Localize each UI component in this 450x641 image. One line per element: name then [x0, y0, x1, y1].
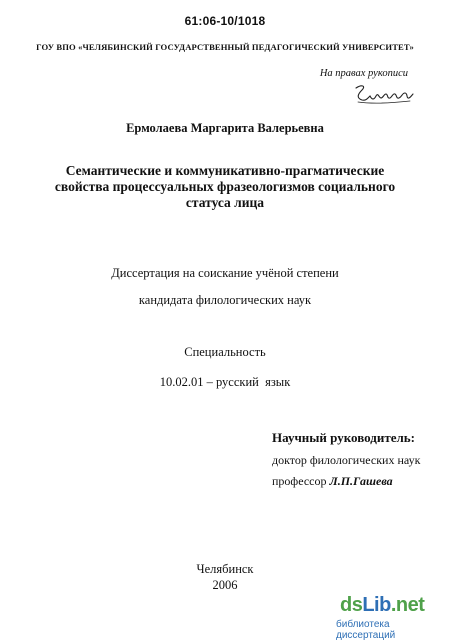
title-line: Семантические и коммуникативно-прагматические	[65, 163, 385, 178]
degree-line-2: кандидата филологических наук	[138, 293, 312, 307]
supervisor-degree: доктор филологических наук	[272, 453, 421, 467]
year: 2006	[212, 578, 238, 592]
dslib-logo: dsLib.net	[340, 594, 425, 616]
dissertation-title	[0, 163, 450, 211]
degree-line-1: Диссертация на соискание учёной степени	[111, 266, 339, 280]
city: Челябинск	[196, 562, 254, 576]
dslib-watermark[interactable]	[326, 594, 450, 641]
institution-name: ГОУ ВПО «ЧЕЛЯБИНСКИЙ ГОСУДАРСТВЕННЫЙ ПЕДАГОГИЧЕСКИЙ УНИВЕРСИТЕТ»	[36, 42, 414, 52]
handwritten-signature	[352, 80, 416, 108]
title-line: статуса лица	[185, 195, 265, 210]
archive-code: 61:06-10/1018	[184, 14, 266, 28]
supervisor-title	[272, 474, 393, 489]
specialty-label: Специальность	[184, 345, 266, 359]
manuscript-note: На правах рукописи	[319, 68, 408, 79]
title-line: свойства процессуальных фразеологизмов социального	[54, 179, 396, 194]
author-name: Ермолаева Маргарита Валерьевна	[126, 121, 324, 135]
supervisor-rank: профессор	[272, 474, 330, 488]
supervisor-heading: Научный руководитель:	[272, 430, 415, 445]
supervisor-name: Л.П.Гашева	[329, 474, 393, 488]
dslib-tagline: библиотека диссертаций	[336, 619, 396, 641]
specialty-value: 10.02.01 – русский язык	[159, 375, 291, 389]
